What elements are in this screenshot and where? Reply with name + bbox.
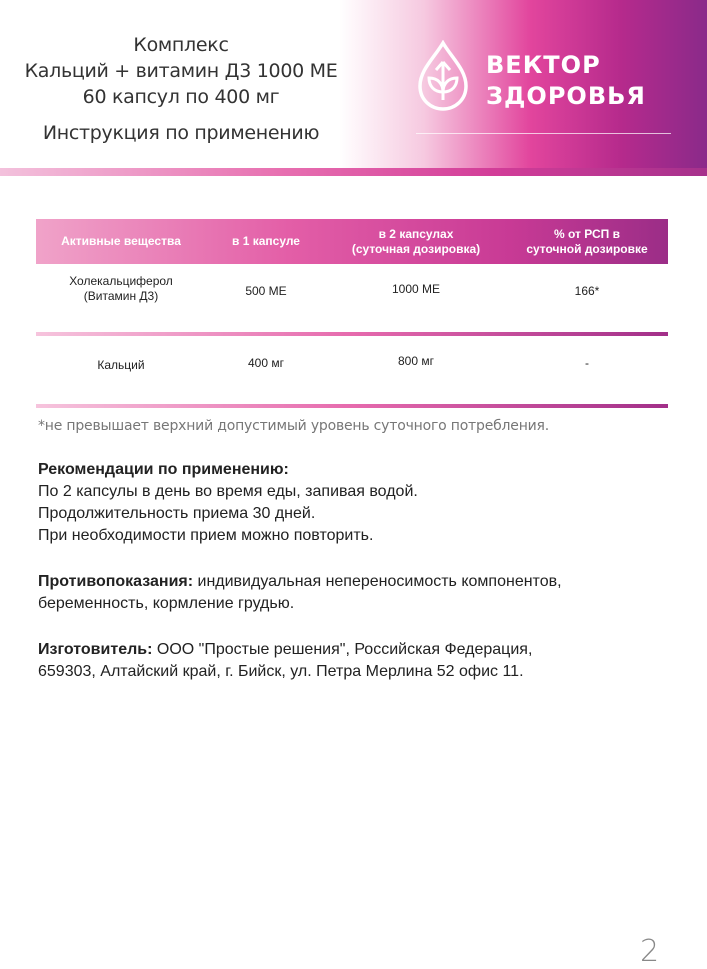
header-per-two-line-1: в 2 капсулах [378,226,454,241]
cell-substance-name: Кальций [97,358,145,372]
manufacturer-section [38,639,532,683]
page-number: 2 [640,934,660,969]
table-row [36,264,668,332]
contraindications-text-2: беременность, кормление грудью. [38,595,295,612]
cell-substance-name [36,274,206,304]
manufacturer-address: 659303, Алтайский край, г. Бийск, ул. Петра Мерлина 52 офис 11. [38,663,524,680]
logo-line-2: ЗДОРОВЬЯ [486,82,646,110]
header-per-two-capsules [326,219,506,264]
footnote: *не превышает верхний допустимый уровень суточного потребления. [38,418,550,434]
header-percent-rsp [506,219,668,264]
row-separator [36,404,668,408]
header-per-capsule: в 1 капсуле [232,234,300,248]
table-header [36,219,668,264]
substance-name-line-2: (Витамин Д3) [83,289,159,303]
contraindications-title: Противопоказания: [38,573,194,590]
manufacturer-text: ООО "Простые решения", Российская Федерация, [152,641,533,658]
contraindications-text: индивидуальная непереносимость компонентов, [193,573,562,590]
contraindications-section [38,571,562,615]
recommendation-line: Продолжительность приема 30 дней. [38,505,316,522]
title-line-1: Комплекс [133,34,229,56]
title-line-3: 60 капсул по 400 мг [82,86,280,108]
recommendations-title: Рекомендации по применению: [38,461,289,478]
header-divider [0,168,707,176]
cell-per-two: 1000 МЕ [391,282,441,296]
brand-logo [412,40,672,135]
cell-percent: 166* [574,284,600,298]
cell-per-capsule: 400 мг [248,356,284,370]
cell-per-two: 800 мг [398,354,434,368]
substance-name-line-1: Холекальциферол [69,274,173,288]
header-percent-line-2: суточной дозировке [526,241,648,256]
logo-underline [416,133,671,134]
leaf-drop-icon [412,40,474,112]
logo-line-1: ВЕКТОР [486,51,601,79]
cell-percent: - [585,356,589,370]
recommendation-line: По 2 капсулы в день во время еды, запивая водой. [38,483,418,500]
manufacturer-title: Изготовитель: [38,641,153,658]
recommendations-section [38,459,418,547]
composition-table [36,219,668,408]
title-line-2: Кальций + витамин Д3 1000 МЕ [24,60,338,82]
instruction-title: Инструкция по применению [42,122,320,144]
cell-per-capsule: 500 МЕ [245,284,287,298]
product-title [0,32,362,146]
header-percent-line-1: % от РСП в [554,226,620,241]
header-per-two-line-2: (суточная дозировка) [351,241,481,256]
logo-wordmark [486,50,646,112]
recommendation-line: При необходимости прием можно повторить. [38,527,374,544]
table-row [36,336,668,404]
header-active-substances: Активные вещества [61,234,181,248]
